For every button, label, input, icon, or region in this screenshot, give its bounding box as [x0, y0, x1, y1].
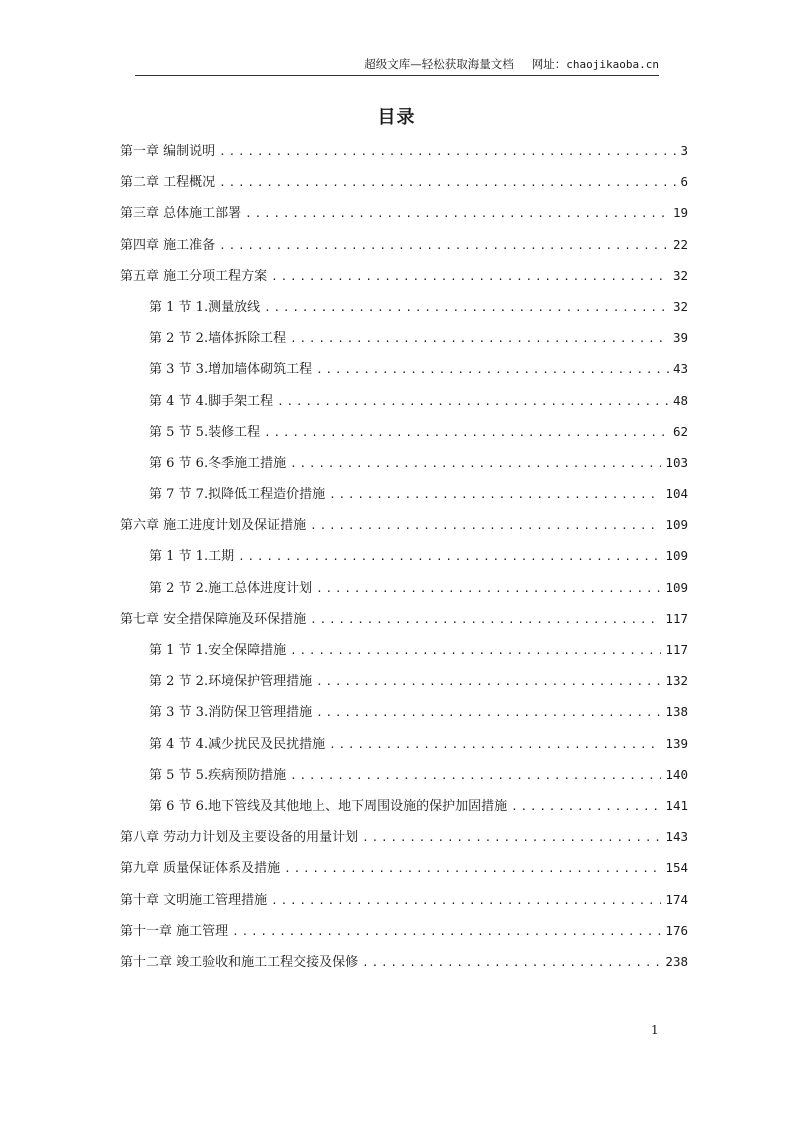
toc-entry[interactable] [120, 576, 688, 607]
toc-entry-label: 第七章 安全措保障施及环保措施 [120, 611, 307, 627]
toc-leader-dots [238, 545, 661, 569]
toc-leader-dots [284, 857, 661, 881]
toc-entry-page: 174 [665, 891, 688, 907]
toc-entry-page: 3 [680, 143, 688, 158]
toc-entry[interactable] [120, 888, 688, 919]
toc-entry[interactable] [120, 357, 688, 388]
toc-entry-label: 第十二章 竣工验收和施工工程交接及保修 [120, 954, 359, 970]
toc-entry-page: 32 [672, 298, 688, 314]
toc-leader-dots [316, 701, 661, 725]
toc-entry[interactable] [120, 638, 688, 669]
toc-entry-label: 第一章 编制说明 [120, 144, 216, 159]
toc-leader-dots [232, 920, 661, 944]
toc-leader-dots [290, 327, 669, 351]
toc-leader-dots [362, 951, 661, 975]
toc-entry-page: 143 [665, 829, 688, 845]
toc-entry[interactable] [120, 794, 688, 825]
toc-entry-page: 6 [680, 174, 688, 190]
toc-leader-dots [264, 421, 669, 445]
toc-entry[interactable] [120, 295, 688, 326]
toc-entry-label: 第 2 节 2.施工总体进度计划 [149, 580, 313, 596]
toc-leader-dots [316, 358, 669, 382]
table-of-contents [120, 139, 688, 981]
toc-leader-dots [219, 171, 676, 195]
toc-entry[interactable] [120, 513, 688, 544]
toc-entry-page: 141 [665, 797, 688, 813]
toc-entry[interactable] [120, 732, 688, 763]
toc-leader-dots [316, 670, 661, 694]
toc-entry-label: 第 2 节 2.墙体拆除工程 [149, 331, 287, 347]
toc-entry-page: 104 [665, 486, 688, 502]
toc-leader-dots [219, 234, 669, 258]
header-url-label: 网址： [531, 57, 567, 71]
toc-entry[interactable] [120, 763, 688, 794]
toc-entry[interactable] [120, 919, 688, 950]
toc-entry-page: 103 [665, 454, 688, 470]
toc-leader-dots [219, 140, 676, 164]
toc-entry[interactable] [120, 139, 688, 170]
toc-entry-page: 109 [665, 579, 688, 595]
toc-leader-dots [264, 296, 669, 320]
toc-entry-label: 第十章 文明施工管理措施 [120, 892, 268, 908]
toc-leader-dots [271, 889, 661, 913]
toc-entry[interactable] [120, 856, 688, 887]
toc-entry-page: 139 [665, 735, 688, 751]
toc-entry-label: 第三章 总体施工部署 [120, 206, 242, 222]
page-header [135, 56, 659, 76]
toc-entry-label: 第 7 节 7.拟降低工程造价措施 [149, 487, 326, 503]
toc-entry-label: 第十一章 施工管理 [120, 923, 229, 939]
toc-entry-page: 154 [665, 860, 688, 876]
toc-entry-page: 176 [665, 922, 688, 938]
toc-entry-label: 第九章 质量保证体系及措施 [120, 861, 281, 877]
toc-entry-page: 43 [672, 361, 688, 377]
toc-leader-dots [290, 764, 661, 788]
toc-entry[interactable] [120, 451, 688, 482]
toc-entry-label: 第五章 施工分项工程方案 [120, 268, 268, 284]
toc-entry[interactable] [120, 544, 688, 575]
header-site-name: 超级文库—轻松获取海量文档 [364, 57, 514, 71]
toc-entry[interactable] [120, 420, 688, 451]
toc-leader-dots [290, 452, 661, 476]
toc-entry-label: 第 1 节 1.安全保障措施 [149, 643, 287, 658]
toc-entry-label: 第六章 施工进度计划及保证措施 [120, 518, 307, 534]
toc-entry-label: 第 4 节 4.脚手架工程 [149, 393, 274, 409]
toc-entry-label: 第 6 节 6.冬季施工措施 [149, 455, 287, 471]
toc-entry-label: 第 1 节 1.测量放线 [149, 299, 261, 315]
toc-entry-label: 第四章 施工准备 [120, 237, 216, 253]
toc-entry-label: 第 5 节 5.装修工程 [149, 424, 261, 440]
header-url[interactable]: chaojikaoba.cn [566, 58, 659, 71]
toc-leader-dots [511, 795, 661, 819]
toc-leader-dots [310, 514, 661, 538]
toc-entry-page: 22 [672, 236, 688, 252]
toc-entry-page: 48 [672, 392, 688, 408]
toc-entry-label: 第 6 节 6.地下管线及其他地上、地下周围设施的保护加固措施 [149, 798, 508, 814]
toc-entry[interactable] [120, 170, 688, 201]
toc-leader-dots [290, 639, 661, 663]
toc-leader-dots [310, 608, 661, 632]
toc-entry-page: 32 [672, 267, 688, 283]
toc-entry[interactable] [120, 482, 688, 513]
toc-leader-dots [271, 265, 669, 289]
toc-entry-page: 109 [665, 517, 688, 533]
toc-entry[interactable] [120, 233, 688, 264]
toc-entry-label: 第 1 节 1.工期 [149, 549, 235, 565]
toc-entry-label: 第 5 节 5.疾病预防措施 [149, 767, 287, 783]
toc-entry-page: 62 [672, 423, 688, 439]
page-number: 1 [651, 1023, 659, 1037]
toc-leader-dots [329, 733, 661, 757]
toc-leader-dots [362, 826, 661, 850]
toc-entry-label: 第 3 节 3.增加墙体砌筑工程 [149, 362, 313, 378]
toc-entry[interactable] [120, 607, 688, 638]
toc-leader-dots [245, 202, 669, 226]
toc-leader-dots [316, 577, 661, 601]
toc-entry[interactable] [120, 950, 688, 981]
toc-entry-page: 138 [665, 704, 688, 720]
toc-entry-page: 109 [665, 548, 688, 564]
toc-entry-label: 第 3 节 3.消防保卫管理措施 [149, 705, 313, 721]
toc-leader-dots [277, 390, 669, 414]
toc-entry-label: 第二章 工程概况 [120, 175, 216, 191]
toc-entry[interactable] [120, 389, 688, 420]
toc-entry[interactable] [120, 201, 688, 232]
toc-entry[interactable] [120, 326, 688, 357]
toc-title: 目录 [377, 107, 416, 128]
toc-entry-page: 39 [672, 330, 688, 346]
toc-entry[interactable] [120, 825, 688, 856]
toc-entry-page: 238 [665, 953, 688, 969]
toc-entry-label: 第八章 劳动力计划及主要设备的用量计划 [120, 830, 359, 846]
toc-entry[interactable] [120, 700, 688, 731]
toc-entry-label: 第 4 节 4.减少扰民及民扰措施 [149, 736, 326, 752]
toc-entry-page: 132 [665, 673, 688, 689]
toc-entry[interactable] [120, 264, 688, 295]
toc-entry-page: 117 [665, 610, 688, 626]
toc-entry[interactable] [120, 669, 688, 700]
toc-entry-page: 140 [665, 766, 688, 782]
toc-leader-dots [329, 483, 661, 507]
toc-entry-page: 117 [665, 642, 688, 657]
toc-entry-label: 第 2 节 2.环境保护管理措施 [149, 674, 313, 690]
toc-entry-page: 19 [672, 205, 688, 221]
